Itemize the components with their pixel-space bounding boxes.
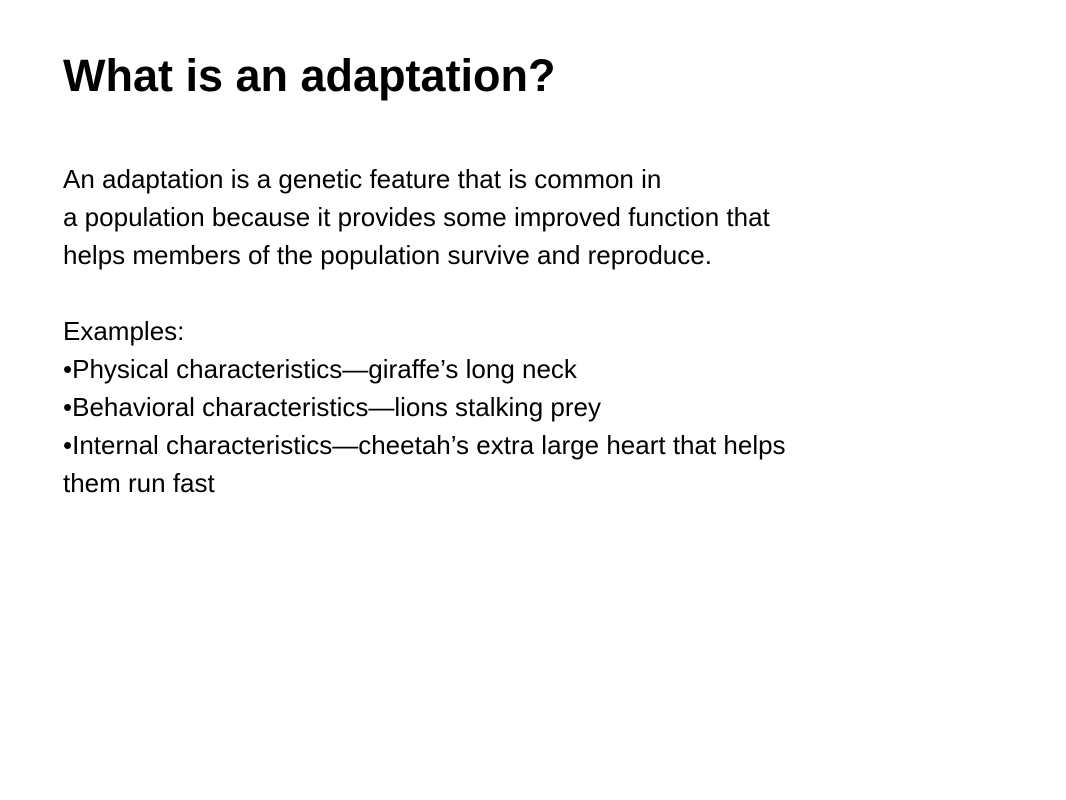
slide-title: What is an adaptation? (63, 50, 556, 101)
bullet-icon: • (63, 354, 73, 384)
definition-line-3: helps members of the population survive and reproduce. (63, 240, 712, 270)
example-internal-line-2: them run fast (63, 468, 215, 498)
definition-line-1: An adaptation is a genetic feature that is common in (63, 164, 662, 194)
examples-heading: Examples: (63, 316, 185, 346)
bullet-icon: • (63, 430, 73, 460)
example-internal-text-1: Internal characteristics—cheetah’s extra large heart that helps (72, 430, 786, 460)
example-physical-text: Physical characteristics—giraffe’s long neck (72, 354, 577, 384)
example-bullet-physical (63, 350, 1023, 388)
paragraph-spacer (63, 274, 1023, 312)
example-behavioral-text: Behavioral characteristics—lions stalking prey (72, 392, 601, 422)
example-bullet-behavioral (63, 388, 1023, 426)
slide-body (63, 160, 1023, 502)
bullet-icon: • (63, 392, 73, 422)
example-bullet-internal (63, 426, 1023, 502)
definition-line-2: a population because it provides some improved function that (63, 202, 770, 232)
example-internal-line-1 (63, 426, 1023, 464)
